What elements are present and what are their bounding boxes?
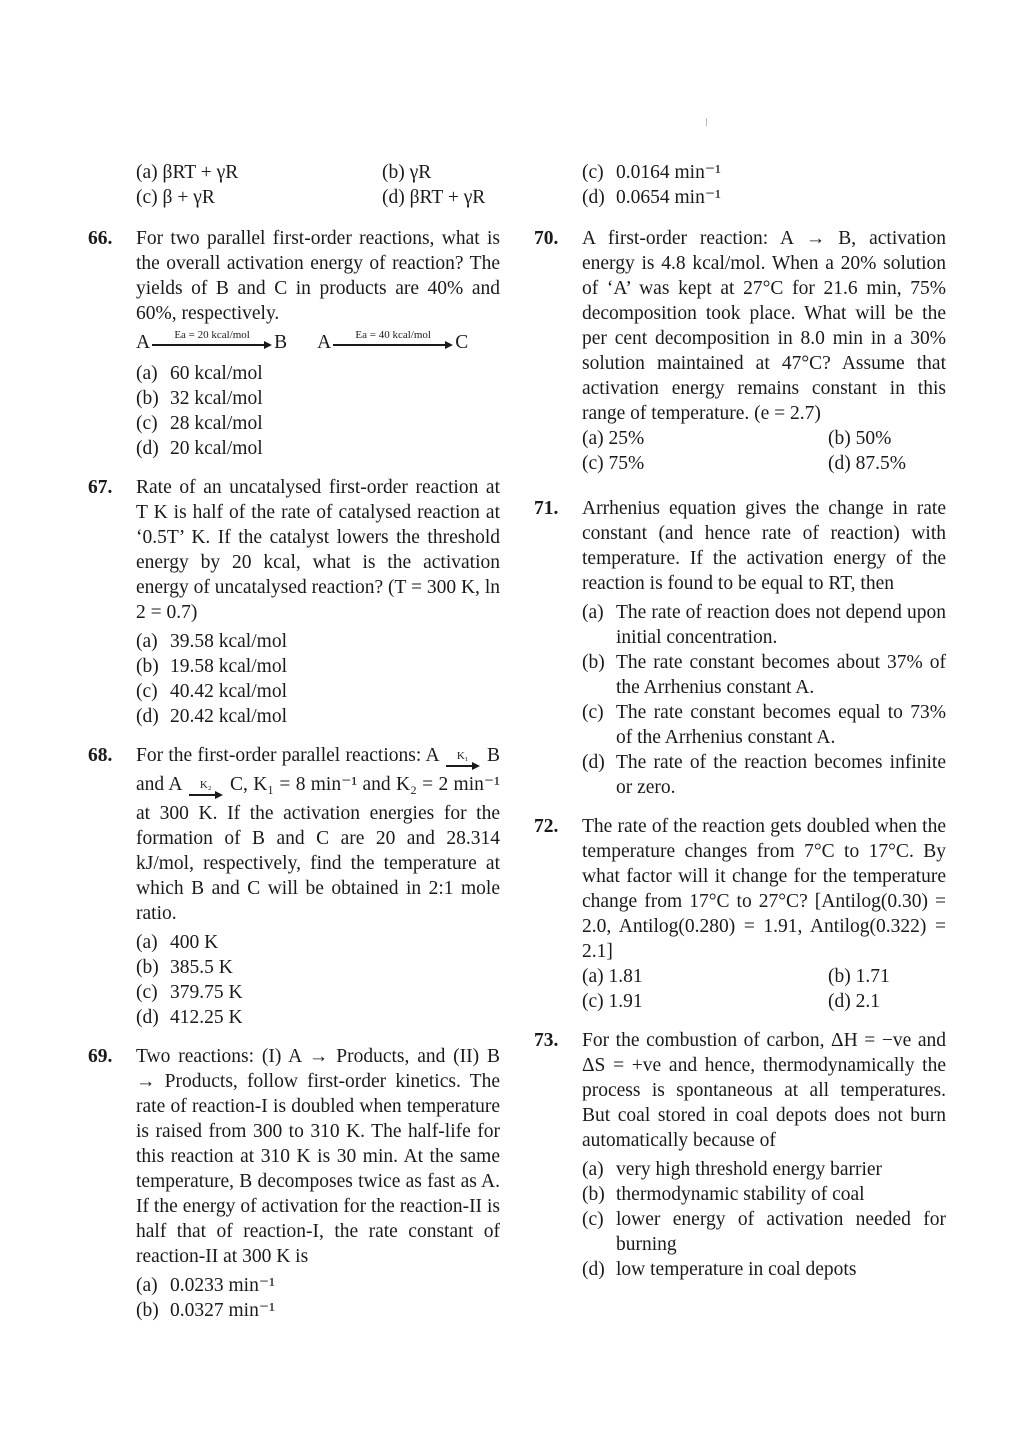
question-71	[534, 496, 946, 800]
option: (a) βRT + γR	[136, 162, 239, 183]
options-list	[582, 1157, 946, 1282]
option: (c) 0.0164 min⁻¹	[582, 162, 721, 183]
q69-options-tail	[534, 160, 946, 210]
question-67	[88, 475, 500, 729]
question-number: 68.	[88, 745, 113, 766]
option: (a) The rate of reaction does not depend upon initial concentration.	[582, 602, 946, 648]
option: (b) The rate constant becomes about 37% of the Arrhenius constant A.	[582, 652, 946, 698]
option: (c) 1.91	[582, 991, 643, 1012]
option: (b) 32 kcal/mol	[136, 388, 263, 409]
arrow-label: Ea = 20 kcal/mol	[174, 329, 250, 341]
product: B	[274, 332, 288, 353]
option: (a) 39.58 kcal/mol	[136, 631, 287, 652]
options-list	[136, 1273, 500, 1323]
question-text: Arrhenius equation gives the change in rate constant (and hence rate of reaction) with temperature. If the activation energy of the reaction is found to be equal to RT, then	[582, 498, 946, 594]
option: (c) 28 kcal/mol	[136, 413, 263, 434]
question-text: Two reactions: (I) A → Products, and (II) B → Products, follow first-order kinetics. The rate of reaction-I is doubled when temperature is raised from 300 to 310 K. The half-life for this reaction at 310 K is 30 min. At the same temperature, B decomposes twice as fast as A. If the energy of activation for the reaction-II is half that of reaction-I, the rate constant of reaction-II at 300 K is	[136, 1046, 500, 1267]
option: (a) 0.0233 min⁻¹	[136, 1275, 275, 1296]
question-number: 69.	[88, 1046, 113, 1067]
option: (c) 379.75 K	[136, 982, 243, 1003]
question-69	[88, 1044, 500, 1323]
option: (b) 50%	[828, 428, 892, 449]
question-number: 72.	[534, 816, 559, 837]
option: (a) 25%	[582, 428, 645, 449]
option: (b) 1.71	[828, 966, 890, 987]
q65-options-tail	[88, 160, 500, 210]
option: (c) The rate constant becomes equal to 73% of the Arrhenius constant A.	[582, 702, 946, 748]
option: (d) 412.25 K	[136, 1007, 243, 1028]
question-text	[136, 743, 500, 926]
right-column	[534, 160, 946, 1282]
question-number: 67.	[88, 477, 113, 498]
question-66	[88, 226, 500, 461]
question-text-line: For the first-order parallel reactions: A	[136, 745, 439, 766]
option: (d) 0.0654 min⁻¹	[582, 187, 721, 208]
question-text-segment: and K₂ = 2 min⁻¹ at 300 K. If the activation energies for the formation of B and C are 20 and 28.314 kJ/mol, respectively, find the temperature at which B and C will be obtained in 2:1 mole ratio.	[136, 774, 501, 924]
option: (b) 385.5 K	[136, 957, 233, 978]
option: (a) 60 kcal/mol	[136, 363, 263, 384]
option: (d) 87.5%	[828, 453, 906, 474]
question-text: For the combustion of carbon, ΔH = −ve and ΔS = +ve and hence, thermodynamically the process is spontaneous at all temperatures. But coal stored in coal depots does not burn automatically because of	[582, 1030, 946, 1151]
options-list	[136, 361, 500, 461]
option: (a) 1.81	[582, 966, 643, 987]
reaction-arrow	[333, 330, 453, 349]
option: (c) β + γR	[136, 187, 215, 208]
question-number: 66.	[88, 228, 113, 249]
reaction-arrow	[446, 751, 480, 770]
question-number: 73.	[534, 1030, 559, 1051]
arrow-label: K₂	[199, 779, 212, 791]
question-text: For two parallel first-order reactions, what is the overall activation energy of reaction? The yields of B and C in products are 40% and 60%, respectively.	[136, 228, 500, 324]
left-column	[88, 160, 500, 1323]
options-list	[136, 930, 500, 1030]
options-grid	[582, 964, 946, 1014]
question-73	[534, 1028, 946, 1282]
arrow-label: K₁	[456, 750, 469, 762]
reaction-arrow	[189, 780, 223, 799]
question-70	[534, 226, 946, 476]
options-list	[582, 600, 946, 800]
reactant: A	[317, 332, 332, 353]
reaction-scheme	[136, 330, 500, 355]
page-tick-mark	[706, 118, 707, 126]
question-text: Rate of an uncatalysed first-order reaction at T K is half of the rate of catalysed reaction at ‘0.5T’ K. If the catalyst lowers the threshold energy by 20 kcal, what is the activation energy of uncatalysed reaction? (T = 300 K, ln 2 = 0.7)	[136, 477, 500, 623]
reactant: A	[136, 332, 151, 353]
reaction-arrow	[152, 330, 272, 349]
option: (c) lower energy of activation needed for burning	[582, 1209, 946, 1255]
question-text: The rate of the reaction gets doubled when the temperature changes from 7°C to 17°C. By what factor will it change for the temperature change from 17°C to 27°C? [Antilog(0.30) = 2.0, Antilog(0.280) = 1.91, Antilog(0.322) = 2.1]	[582, 816, 946, 962]
option: (a) very high threshold energy barrier	[582, 1159, 883, 1180]
option: (d) 20.42 kcal/mol	[136, 706, 287, 727]
options-list	[136, 629, 500, 729]
question-68	[88, 743, 500, 1030]
question-text-segment: B and A	[136, 745, 501, 795]
option: (d) 2.1	[828, 991, 880, 1012]
option: (d) low temperature in coal depots	[582, 1259, 857, 1280]
option: (b) 19.58 kcal/mol	[136, 656, 287, 677]
option: (d) 20 kcal/mol	[136, 438, 263, 459]
options-grid	[582, 426, 946, 476]
option: (b) γR	[382, 162, 432, 183]
option: (b) thermodynamic stability of coal	[582, 1184, 865, 1205]
question-72	[534, 814, 946, 1014]
option: (d) βRT + γR	[382, 187, 486, 208]
question-number: 71.	[534, 498, 559, 519]
option: (d) The rate of the reaction becomes infinite or zero.	[582, 752, 946, 798]
arrow-label: Ea = 40 kcal/mol	[355, 329, 431, 341]
option: (b) 0.0327 min⁻¹	[136, 1300, 275, 1321]
question-text-segment: C, K₁ = 8 min⁻¹	[230, 774, 358, 795]
option: (a) 400 K	[136, 932, 219, 953]
option: (c) 40.42 kcal/mol	[136, 681, 287, 702]
option: (c) 75%	[582, 453, 645, 474]
product: C	[455, 332, 469, 353]
question-text: A first-order reaction: A → B, activation energy is 4.8 kcal/mol. When a 20% solution of ‘A’ was kept at 27°C for 21.6 min, 75% decomposition took place. What will be the per cent decomposition in 8.0 min in a 30% solution maintained at 47°C? Assume that activation energy remains constant in this range of temperature. (e = 2.7)	[582, 228, 946, 424]
question-number: 70.	[534, 228, 559, 249]
